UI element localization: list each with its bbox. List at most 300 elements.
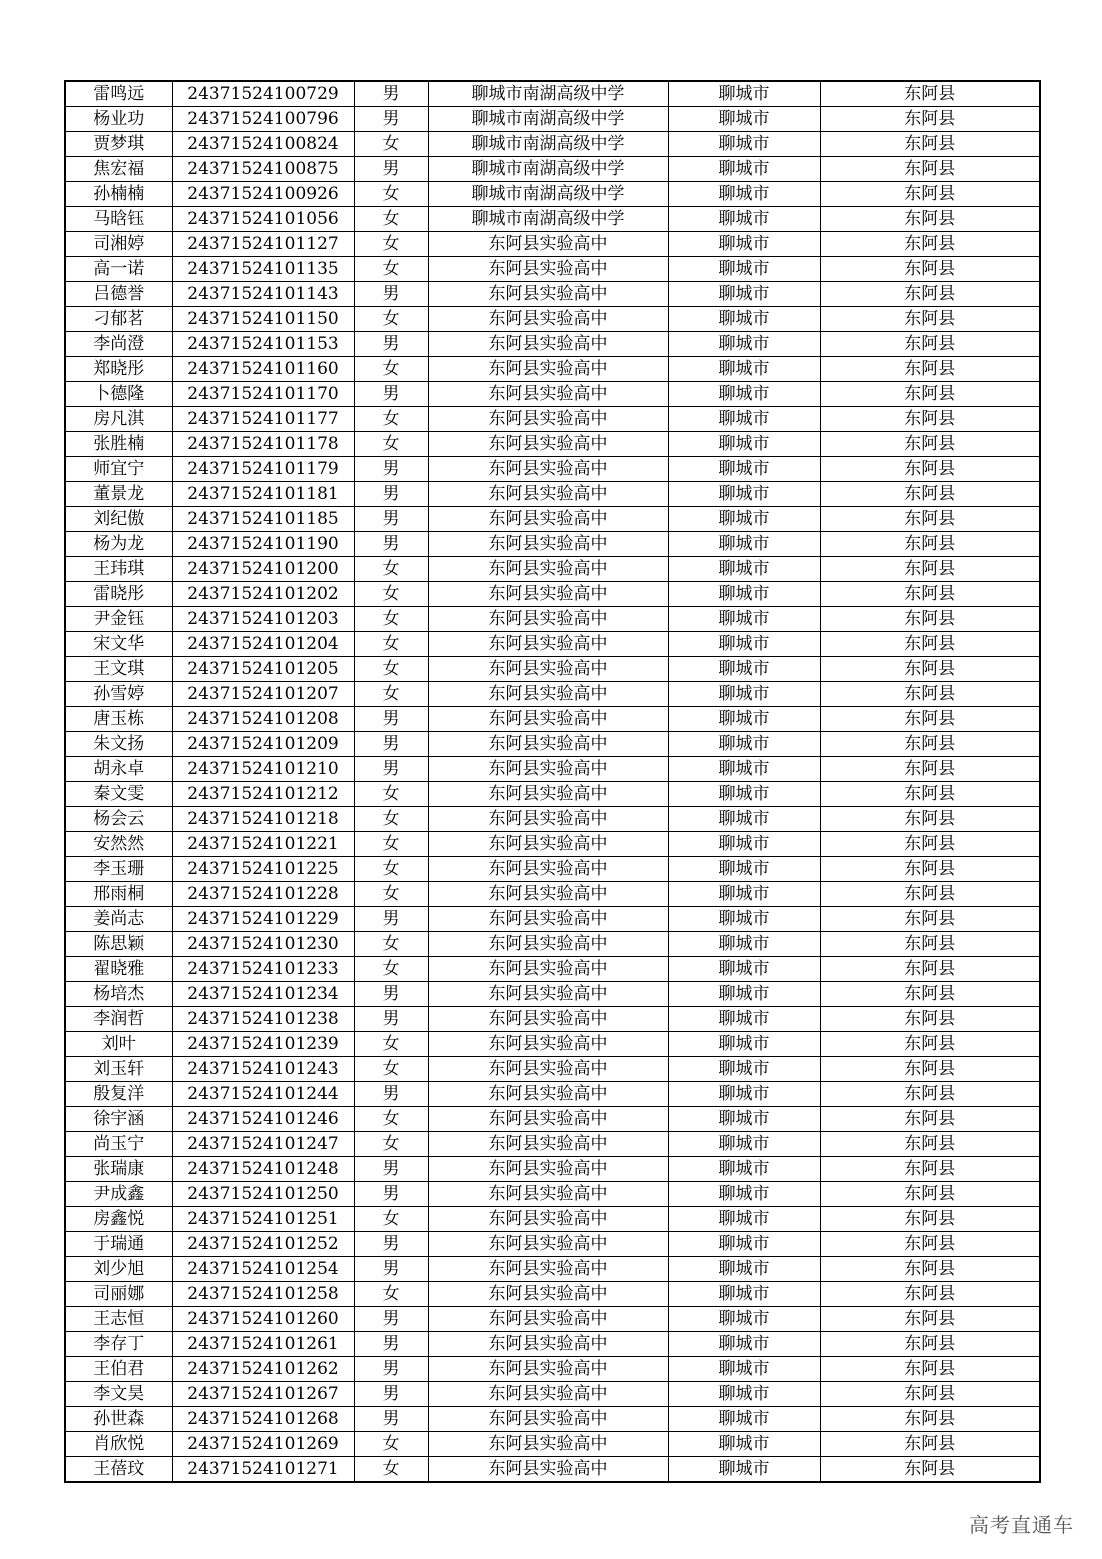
student-name-cell: 尚玉宁 <box>65 1132 172 1157</box>
school-cell: 聊城市南湖高级中学 <box>428 81 668 107</box>
county-cell: 东阿县 <box>820 1382 1040 1407</box>
exam-number-cell: 24371524101181 <box>172 482 354 507</box>
school-cell: 东阿县实验高中 <box>428 807 668 832</box>
student-name-cell: 焦宏福 <box>65 157 172 182</box>
gender-cell: 男 <box>354 1382 428 1407</box>
student-name-cell: 房鑫悦 <box>65 1207 172 1232</box>
exam-number-cell: 24371524101247 <box>172 1132 354 1157</box>
county-cell: 东阿县 <box>820 1332 1040 1357</box>
exam-number-cell: 24371524101153 <box>172 332 354 357</box>
county-cell: 东阿县 <box>820 332 1040 357</box>
table-row <box>65 1457 1040 1483</box>
county-cell: 东阿县 <box>820 732 1040 757</box>
school-cell: 东阿县实验高中 <box>428 982 668 1007</box>
table-row <box>65 1382 1040 1407</box>
table-row <box>65 1307 1040 1332</box>
exam-number-cell: 24371524101207 <box>172 682 354 707</box>
gender-cell: 男 <box>354 1007 428 1032</box>
student-name-cell: 王蓓玟 <box>65 1457 172 1483</box>
county-cell: 东阿县 <box>820 1157 1040 1182</box>
city-cell: 聊城市 <box>668 332 820 357</box>
table-row <box>65 482 1040 507</box>
table-row <box>65 1082 1040 1107</box>
student-name-cell: 朱文扬 <box>65 732 172 757</box>
county-cell: 东阿县 <box>820 1457 1040 1483</box>
city-cell: 聊城市 <box>668 782 820 807</box>
table-row <box>65 457 1040 482</box>
table-row <box>65 132 1040 157</box>
student-name-cell: 孙世森 <box>65 1407 172 1432</box>
gender-cell: 女 <box>354 632 428 657</box>
school-cell: 东阿县实验高中 <box>428 582 668 607</box>
county-cell: 东阿县 <box>820 432 1040 457</box>
city-cell: 聊城市 <box>668 1382 820 1407</box>
school-cell: 聊城市南湖高级中学 <box>428 157 668 182</box>
exam-number-cell: 24371524101267 <box>172 1382 354 1407</box>
exam-number-cell: 24371524100926 <box>172 182 354 207</box>
city-cell: 聊城市 <box>668 1332 820 1357</box>
county-cell: 东阿县 <box>820 182 1040 207</box>
gender-cell: 女 <box>354 857 428 882</box>
student-name-cell: 刘少旭 <box>65 1257 172 1282</box>
student-name-cell: 刁郁茗 <box>65 307 172 332</box>
gender-cell: 女 <box>354 832 428 857</box>
city-cell: 聊城市 <box>668 1282 820 1307</box>
county-cell: 东阿县 <box>820 1357 1040 1382</box>
student-name-cell: 李玉珊 <box>65 857 172 882</box>
gender-cell: 女 <box>354 1032 428 1057</box>
exam-number-cell: 24371524101234 <box>172 982 354 1007</box>
gender-cell: 男 <box>354 1157 428 1182</box>
county-cell: 东阿县 <box>820 457 1040 482</box>
school-cell: 东阿县实验高中 <box>428 1382 668 1407</box>
gender-cell: 女 <box>354 257 428 282</box>
city-cell: 聊城市 <box>668 457 820 482</box>
gender-cell: 男 <box>354 1232 428 1257</box>
table-row <box>65 907 1040 932</box>
exam-number-cell: 24371524101271 <box>172 1457 354 1483</box>
county-cell: 东阿县 <box>820 81 1040 107</box>
student-name-cell: 殷复洋 <box>65 1082 172 1107</box>
table-row <box>65 1257 1040 1282</box>
exam-number-cell: 24371524101205 <box>172 657 354 682</box>
school-cell: 东阿县实验高中 <box>428 957 668 982</box>
gender-cell: 女 <box>354 1057 428 1082</box>
student-name-cell: 杨业功 <box>65 107 172 132</box>
exam-number-cell: 24371524101230 <box>172 932 354 957</box>
school-cell: 东阿县实验高中 <box>428 232 668 257</box>
student-name-cell: 房凡淇 <box>65 407 172 432</box>
student-name-cell: 张胜楠 <box>65 432 172 457</box>
student-name-cell: 贾梦琪 <box>65 132 172 157</box>
exam-number-cell: 24371524101143 <box>172 282 354 307</box>
table-row <box>65 1182 1040 1207</box>
student-name-cell: 翟晓雅 <box>65 957 172 982</box>
exam-number-cell: 24371524101269 <box>172 1432 354 1457</box>
city-cell: 聊城市 <box>668 132 820 157</box>
gender-cell: 女 <box>354 607 428 632</box>
exam-number-cell: 24371524101239 <box>172 1032 354 1057</box>
city-cell: 聊城市 <box>668 1407 820 1432</box>
exam-number-cell: 24371524101204 <box>172 632 354 657</box>
gender-cell: 女 <box>354 782 428 807</box>
school-cell: 东阿县实验高中 <box>428 1157 668 1182</box>
city-cell: 聊城市 <box>668 832 820 857</box>
exam-number-cell: 24371524101258 <box>172 1282 354 1307</box>
exam-number-cell: 24371524101243 <box>172 1057 354 1082</box>
roster-table <box>64 80 1041 1483</box>
gender-cell: 女 <box>354 132 428 157</box>
school-cell: 东阿县实验高中 <box>428 757 668 782</box>
county-cell: 东阿县 <box>820 557 1040 582</box>
city-cell: 聊城市 <box>668 207 820 232</box>
city-cell: 聊城市 <box>668 532 820 557</box>
county-cell: 东阿县 <box>820 882 1040 907</box>
county-cell: 东阿县 <box>820 1107 1040 1132</box>
city-cell: 聊城市 <box>668 1207 820 1232</box>
city-cell: 聊城市 <box>668 557 820 582</box>
student-name-cell: 胡永卓 <box>65 757 172 782</box>
city-cell: 聊城市 <box>668 382 820 407</box>
county-cell: 东阿县 <box>820 157 1040 182</box>
county-cell: 东阿县 <box>820 632 1040 657</box>
school-cell: 东阿县实验高中 <box>428 882 668 907</box>
table-row <box>65 1357 1040 1382</box>
exam-number-cell: 24371524101229 <box>172 907 354 932</box>
table-row <box>65 1407 1040 1432</box>
student-name-cell: 卜德隆 <box>65 382 172 407</box>
exam-number-cell: 24371524101170 <box>172 382 354 407</box>
school-cell: 东阿县实验高中 <box>428 482 668 507</box>
county-cell: 东阿县 <box>820 757 1040 782</box>
county-cell: 东阿县 <box>820 982 1040 1007</box>
school-cell: 东阿县实验高中 <box>428 557 668 582</box>
table-row <box>65 307 1040 332</box>
county-cell: 东阿县 <box>820 1057 1040 1082</box>
school-cell: 东阿县实验高中 <box>428 257 668 282</box>
table-row <box>65 582 1040 607</box>
gender-cell: 女 <box>354 582 428 607</box>
county-cell: 东阿县 <box>820 957 1040 982</box>
table-row <box>65 1132 1040 1157</box>
school-cell: 东阿县实验高中 <box>428 407 668 432</box>
student-name-cell: 杨为龙 <box>65 532 172 557</box>
school-cell: 东阿县实验高中 <box>428 732 668 757</box>
exam-number-cell: 24371524101150 <box>172 307 354 332</box>
table-row <box>65 182 1040 207</box>
table-row <box>65 807 1040 832</box>
county-cell: 东阿县 <box>820 232 1040 257</box>
school-cell: 东阿县实验高中 <box>428 1107 668 1132</box>
city-cell: 聊城市 <box>668 882 820 907</box>
exam-number-cell: 24371524101202 <box>172 582 354 607</box>
city-cell: 聊城市 <box>668 1032 820 1057</box>
gender-cell: 男 <box>354 757 428 782</box>
school-cell: 东阿县实验高中 <box>428 507 668 532</box>
student-name-cell: 司丽娜 <box>65 1282 172 1307</box>
city-cell: 聊城市 <box>668 157 820 182</box>
county-cell: 东阿县 <box>820 1182 1040 1207</box>
school-cell: 东阿县实验高中 <box>428 357 668 382</box>
exam-number-cell: 24371524101209 <box>172 732 354 757</box>
school-cell: 东阿县实验高中 <box>428 457 668 482</box>
table-row <box>65 1232 1040 1257</box>
school-cell: 东阿县实验高中 <box>428 782 668 807</box>
exam-number-cell: 24371524101203 <box>172 607 354 632</box>
gender-cell: 男 <box>354 707 428 732</box>
school-cell: 聊城市南湖高级中学 <box>428 207 668 232</box>
table-row <box>65 407 1040 432</box>
exam-number-cell: 24371524101268 <box>172 1407 354 1432</box>
student-name-cell: 孙楠楠 <box>65 182 172 207</box>
school-cell: 东阿县实验高中 <box>428 857 668 882</box>
student-name-cell: 尹金钰 <box>65 607 172 632</box>
city-cell: 聊城市 <box>668 1457 820 1483</box>
county-cell: 东阿县 <box>820 857 1040 882</box>
table-row <box>65 707 1040 732</box>
school-cell: 东阿县实验高中 <box>428 657 668 682</box>
table-row <box>65 607 1040 632</box>
city-cell: 聊城市 <box>668 1257 820 1282</box>
school-cell: 东阿县实验高中 <box>428 907 668 932</box>
gender-cell: 男 <box>354 282 428 307</box>
table-row <box>65 1107 1040 1132</box>
exam-number-cell: 24371524101261 <box>172 1332 354 1357</box>
student-name-cell: 李尚澄 <box>65 332 172 357</box>
city-cell: 聊城市 <box>668 932 820 957</box>
table-row <box>65 1282 1040 1307</box>
gender-cell: 女 <box>354 407 428 432</box>
table-row <box>65 81 1040 107</box>
student-name-cell: 唐玉栋 <box>65 707 172 732</box>
exam-number-cell: 24371524101218 <box>172 807 354 832</box>
exam-number-cell: 24371524101262 <box>172 1357 354 1382</box>
exam-number-cell: 24371524101190 <box>172 532 354 557</box>
exam-number-cell: 24371524101246 <box>172 1107 354 1132</box>
county-cell: 东阿县 <box>820 307 1040 332</box>
county-cell: 东阿县 <box>820 532 1040 557</box>
student-name-cell: 司湘婷 <box>65 232 172 257</box>
city-cell: 聊城市 <box>668 1057 820 1082</box>
student-name-cell: 高一诺 <box>65 257 172 282</box>
student-name-cell: 肖欣悦 <box>65 1432 172 1457</box>
county-cell: 东阿县 <box>820 1282 1040 1307</box>
gender-cell: 女 <box>354 432 428 457</box>
table-row <box>65 832 1040 857</box>
city-cell: 聊城市 <box>668 1307 820 1332</box>
table-row <box>65 757 1040 782</box>
table-row <box>65 682 1040 707</box>
exam-number-cell: 24371524101208 <box>172 707 354 732</box>
city-cell: 聊城市 <box>668 507 820 532</box>
exam-number-cell: 24371524101251 <box>172 1207 354 1232</box>
student-name-cell: 董景龙 <box>65 482 172 507</box>
gender-cell: 男 <box>354 907 428 932</box>
exam-number-cell: 24371524101056 <box>172 207 354 232</box>
student-name-cell: 尹成鑫 <box>65 1182 172 1207</box>
student-name-cell: 雷晓彤 <box>65 582 172 607</box>
gender-cell: 男 <box>354 482 428 507</box>
gender-cell: 女 <box>354 682 428 707</box>
student-name-cell: 李润哲 <box>65 1007 172 1032</box>
city-cell: 聊城市 <box>668 1182 820 1207</box>
student-name-cell: 安然然 <box>65 832 172 857</box>
exam-number-cell: 24371524101233 <box>172 957 354 982</box>
table-row <box>65 1032 1040 1057</box>
student-name-cell: 刘玉轩 <box>65 1057 172 1082</box>
gender-cell: 男 <box>354 1182 428 1207</box>
student-name-cell: 秦文雯 <box>65 782 172 807</box>
watermark-text: 高考直通车 <box>969 1513 1074 1537</box>
student-name-cell: 刘纪傲 <box>65 507 172 532</box>
gender-cell: 女 <box>354 882 428 907</box>
exam-number-cell: 24371524100729 <box>172 81 354 107</box>
table-row <box>65 332 1040 357</box>
exam-number-cell: 24371524100796 <box>172 107 354 132</box>
table-row <box>65 957 1040 982</box>
gender-cell: 男 <box>354 982 428 1007</box>
city-cell: 聊城市 <box>668 857 820 882</box>
table-row <box>65 782 1040 807</box>
gender-cell: 女 <box>354 1282 428 1307</box>
table-row <box>65 557 1040 582</box>
table-row <box>65 932 1040 957</box>
county-cell: 东阿县 <box>820 807 1040 832</box>
county-cell: 东阿县 <box>820 907 1040 932</box>
gender-cell: 男 <box>354 1332 428 1357</box>
city-cell: 聊城市 <box>668 1007 820 1032</box>
student-name-cell: 张瑞康 <box>65 1157 172 1182</box>
table-row <box>65 357 1040 382</box>
gender-cell: 女 <box>354 557 428 582</box>
table-row <box>65 857 1040 882</box>
table-row <box>65 1057 1040 1082</box>
table-row <box>65 382 1040 407</box>
gender-cell: 男 <box>354 507 428 532</box>
exam-number-cell: 24371524100875 <box>172 157 354 182</box>
city-cell: 聊城市 <box>668 907 820 932</box>
school-cell: 东阿县实验高中 <box>428 1357 668 1382</box>
school-cell: 东阿县实验高中 <box>428 1032 668 1057</box>
gender-cell: 男 <box>354 382 428 407</box>
student-name-cell: 徐宇涵 <box>65 1107 172 1132</box>
city-cell: 聊城市 <box>668 232 820 257</box>
city-cell: 聊城市 <box>668 757 820 782</box>
gender-cell: 女 <box>354 932 428 957</box>
gender-cell: 女 <box>354 307 428 332</box>
exam-number-cell: 24371524101248 <box>172 1157 354 1182</box>
county-cell: 东阿县 <box>820 582 1040 607</box>
city-cell: 聊城市 <box>668 607 820 632</box>
student-name-cell: 吕德誉 <box>65 282 172 307</box>
school-cell: 东阿县实验高中 <box>428 707 668 732</box>
city-cell: 聊城市 <box>668 1432 820 1457</box>
student-name-cell: 杨培杰 <box>65 982 172 1007</box>
exam-number-cell: 24371524101212 <box>172 782 354 807</box>
gender-cell: 女 <box>354 807 428 832</box>
exam-number-cell: 24371524100824 <box>172 132 354 157</box>
exam-number-cell: 24371524101127 <box>172 232 354 257</box>
student-name-cell: 郑晓彤 <box>65 357 172 382</box>
county-cell: 东阿县 <box>820 932 1040 957</box>
gender-cell: 女 <box>354 207 428 232</box>
exam-number-cell: 24371524101254 <box>172 1257 354 1282</box>
county-cell: 东阿县 <box>820 782 1040 807</box>
county-cell: 东阿县 <box>820 607 1040 632</box>
table-row <box>65 1432 1040 1457</box>
school-cell: 东阿县实验高中 <box>428 1007 668 1032</box>
gender-cell: 女 <box>354 182 428 207</box>
school-cell: 东阿县实验高中 <box>428 932 668 957</box>
school-cell: 东阿县实验高中 <box>428 307 668 332</box>
gender-cell: 女 <box>354 1132 428 1157</box>
city-cell: 聊城市 <box>668 1107 820 1132</box>
city-cell: 聊城市 <box>668 957 820 982</box>
exam-number-cell: 24371524101185 <box>172 507 354 532</box>
gender-cell: 男 <box>354 157 428 182</box>
school-cell: 东阿县实验高中 <box>428 1132 668 1157</box>
county-cell: 东阿县 <box>820 507 1040 532</box>
school-cell: 东阿县实验高中 <box>428 332 668 357</box>
student-name-cell: 王玮琪 <box>65 557 172 582</box>
student-name-cell: 王志恒 <box>65 1307 172 1332</box>
table-row <box>65 232 1040 257</box>
city-cell: 聊城市 <box>668 1357 820 1382</box>
table-row <box>65 507 1040 532</box>
school-cell: 东阿县实验高中 <box>428 1257 668 1282</box>
city-cell: 聊城市 <box>668 1082 820 1107</box>
school-cell: 聊城市南湖高级中学 <box>428 132 668 157</box>
school-cell: 东阿县实验高中 <box>428 1182 668 1207</box>
county-cell: 东阿县 <box>820 107 1040 132</box>
gender-cell: 女 <box>354 357 428 382</box>
exam-number-cell: 24371524101250 <box>172 1182 354 1207</box>
student-name-cell: 李文昊 <box>65 1382 172 1407</box>
student-name-cell: 师宜宁 <box>65 457 172 482</box>
city-cell: 聊城市 <box>668 407 820 432</box>
city-cell: 聊城市 <box>668 632 820 657</box>
city-cell: 聊城市 <box>668 482 820 507</box>
student-name-cell: 雷鸣远 <box>65 81 172 107</box>
school-cell: 东阿县实验高中 <box>428 832 668 857</box>
county-cell: 东阿县 <box>820 1257 1040 1282</box>
table-row <box>65 1007 1040 1032</box>
county-cell: 东阿县 <box>820 482 1040 507</box>
table-row <box>65 632 1040 657</box>
school-cell: 东阿县实验高中 <box>428 682 668 707</box>
exam-number-cell: 24371524101210 <box>172 757 354 782</box>
gender-cell: 女 <box>354 1457 428 1483</box>
student-name-cell: 孙雪婷 <box>65 682 172 707</box>
city-cell: 聊城市 <box>668 682 820 707</box>
table-row <box>65 282 1040 307</box>
county-cell: 东阿县 <box>820 1232 1040 1257</box>
exam-number-cell: 24371524101200 <box>172 557 354 582</box>
county-cell: 东阿县 <box>820 1082 1040 1107</box>
gender-cell: 女 <box>354 657 428 682</box>
county-cell: 东阿县 <box>820 1207 1040 1232</box>
gender-cell: 男 <box>354 1357 428 1382</box>
school-cell: 东阿县实验高中 <box>428 1307 668 1332</box>
student-name-cell: 邢雨桐 <box>65 882 172 907</box>
school-cell: 东阿县实验高中 <box>428 1232 668 1257</box>
exam-number-cell: 24371524101225 <box>172 857 354 882</box>
gender-cell: 男 <box>354 532 428 557</box>
county-cell: 东阿县 <box>820 1032 1040 1057</box>
county-cell: 东阿县 <box>820 832 1040 857</box>
student-name-cell: 王文琪 <box>65 657 172 682</box>
school-cell: 东阿县实验高中 <box>428 1057 668 1082</box>
